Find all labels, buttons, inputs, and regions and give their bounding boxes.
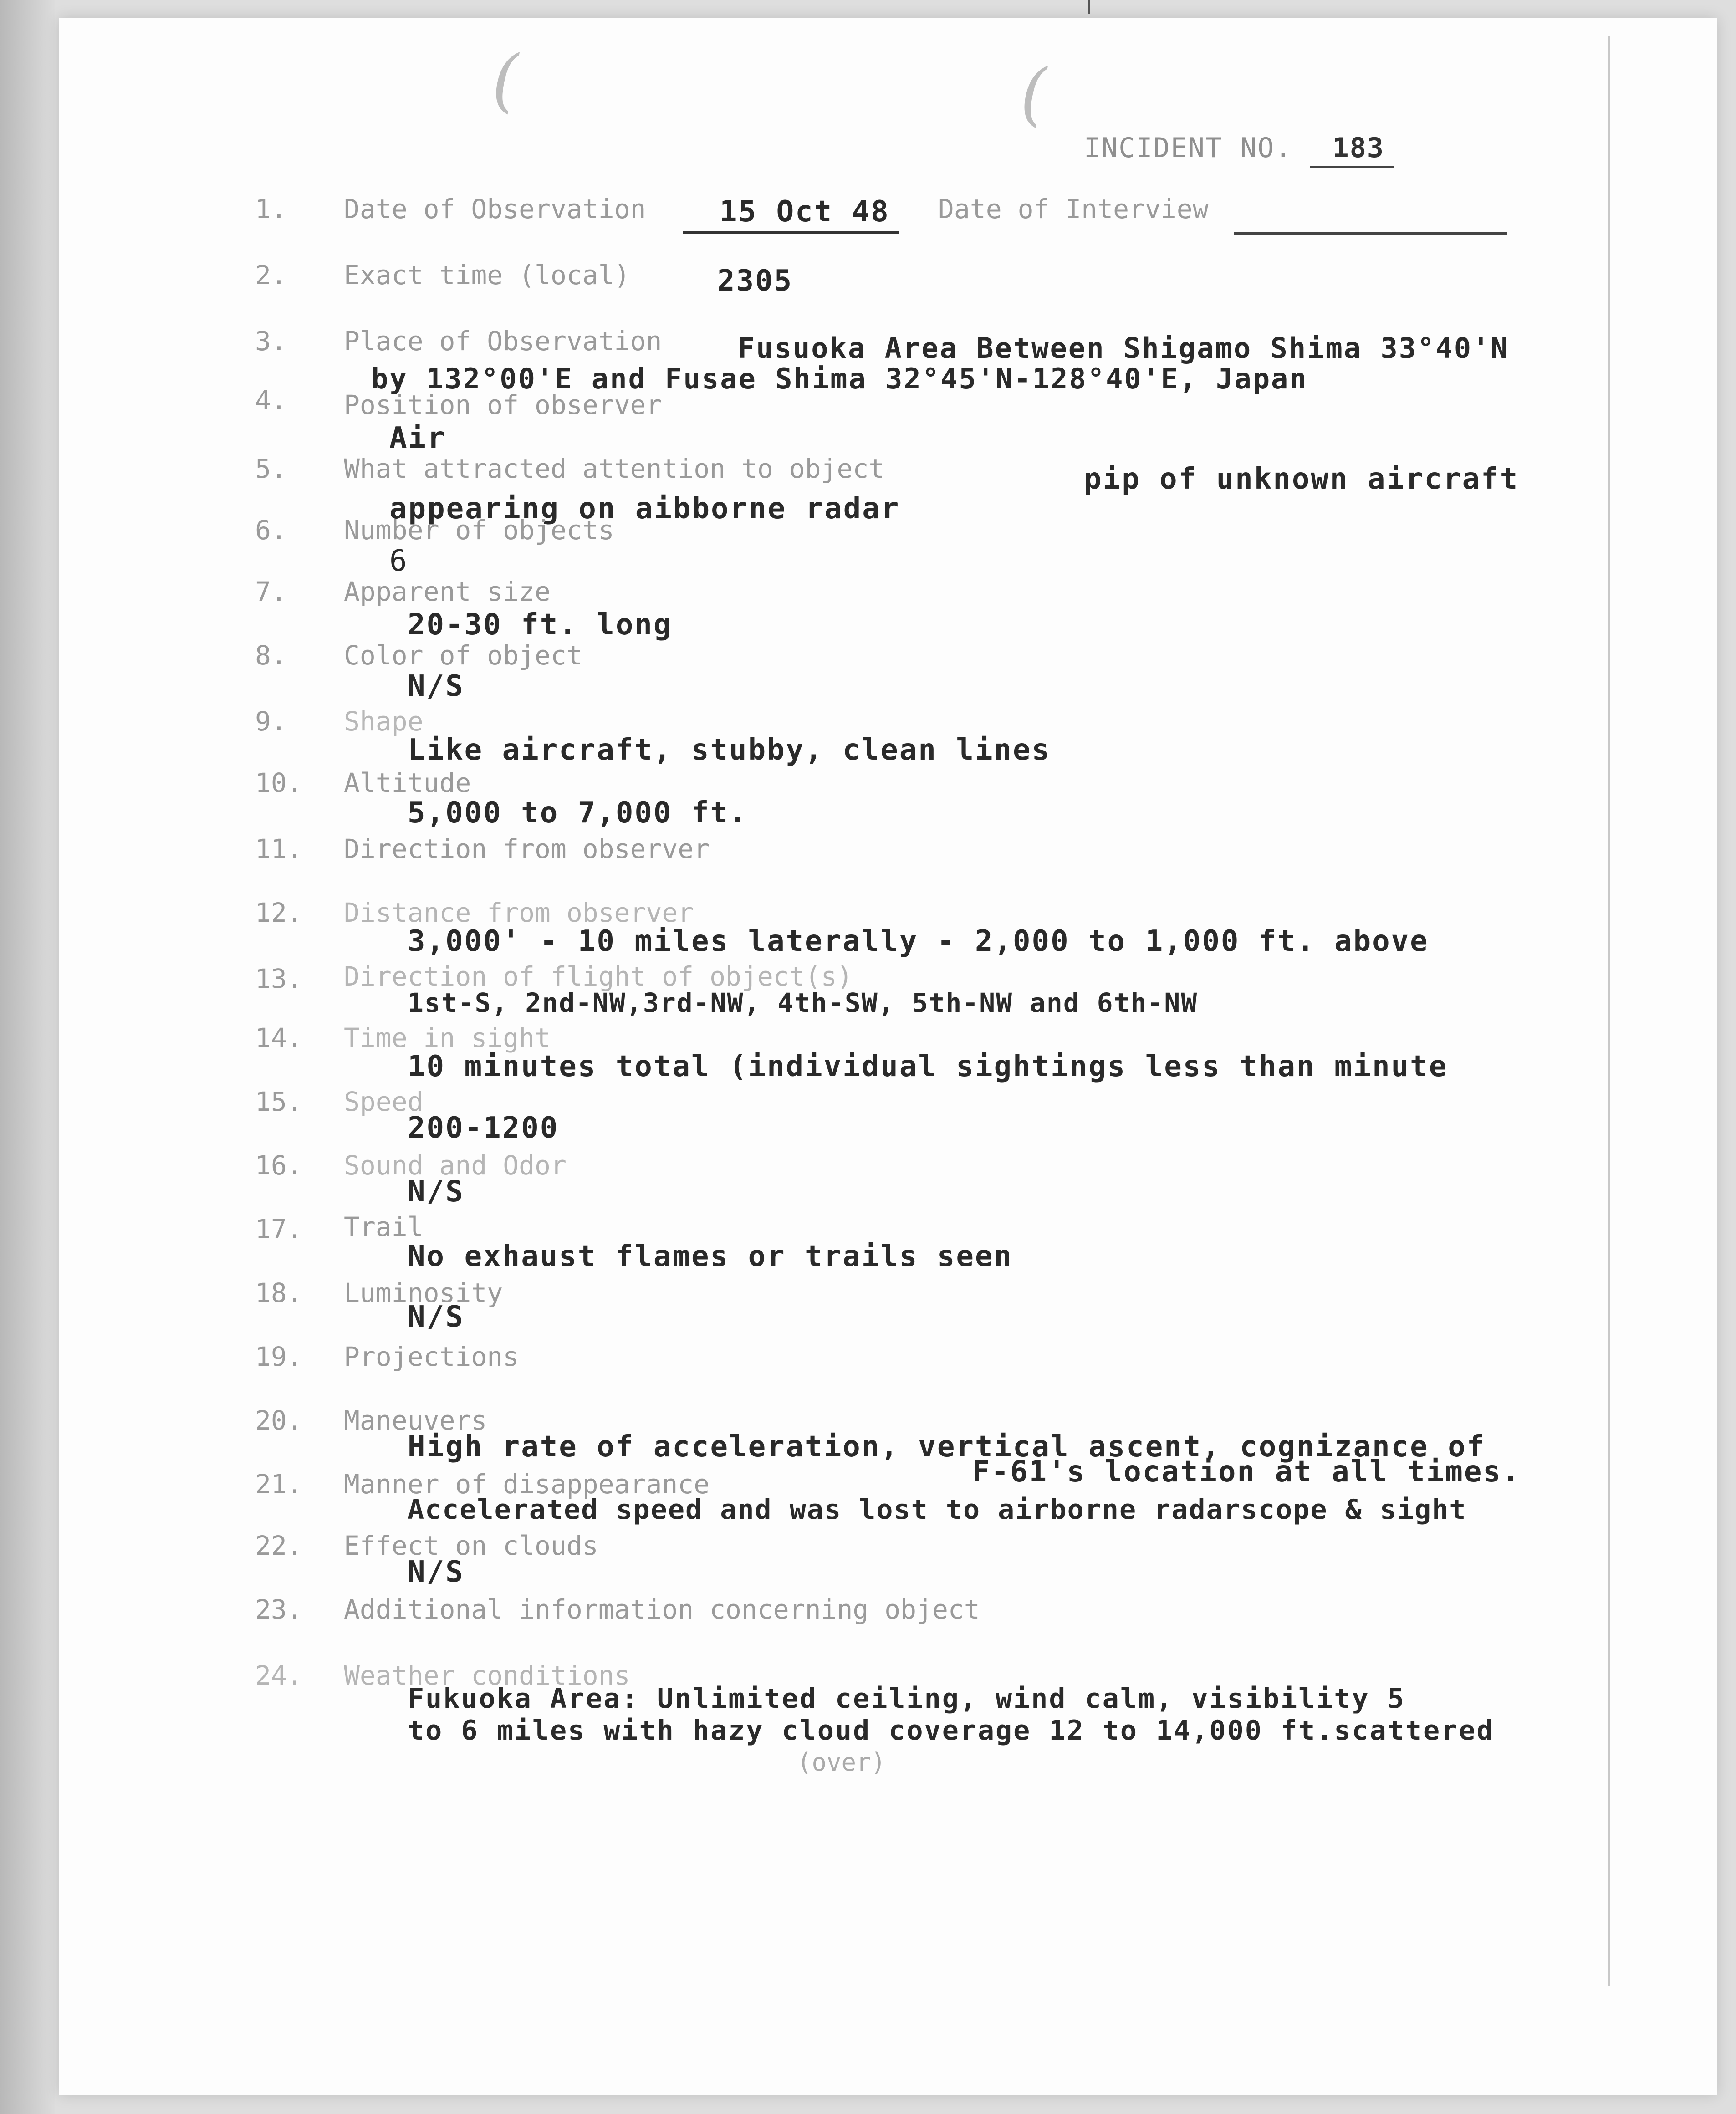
item-number: 14. — [255, 1022, 303, 1053]
item-label: Trail — [344, 1211, 424, 1242]
item-number: 11. — [255, 833, 303, 864]
item-label: Speed — [344, 1086, 424, 1117]
item-label: Exact time (local) — [344, 260, 630, 291]
item-number: 6. — [255, 515, 287, 546]
item-value: 2305 — [717, 264, 793, 298]
item-value: Accelerated speed and was lost to airborne radarscope & sight — [408, 1494, 1467, 1526]
item-number: 22. — [255, 1530, 303, 1561]
item-label: Manner of disappearance — [344, 1469, 710, 1500]
item-number: 10. — [255, 767, 303, 798]
item-value: 15 Oct 48 — [683, 195, 899, 234]
item-value: High rate of acceleration, vertical ascent, cognizance of — [408, 1430, 1486, 1464]
item-value: 20-30 ft. long — [408, 608, 673, 642]
item-label: Date of Observation — [344, 194, 646, 225]
item-number: 8. — [255, 640, 287, 671]
item-label: Weather conditions — [344, 1660, 630, 1691]
item-value: N/S — [408, 1555, 465, 1589]
over-note: (over) — [797, 1748, 886, 1777]
item-label: Maneuvers — [344, 1405, 487, 1436]
item-number: 18. — [255, 1277, 303, 1308]
item-label: Projections — [344, 1341, 519, 1372]
item-value: 3,000' - 10 miles laterally - 2,000 to 1,000 ft. above — [408, 924, 1429, 958]
item-label: Direction from observer — [344, 833, 710, 864]
item-number: 13. — [255, 963, 303, 994]
item-label: Effect on clouds — [344, 1530, 598, 1561]
item-number: 19. — [255, 1341, 303, 1372]
item-label: Sound and Odor — [344, 1150, 567, 1181]
page-edge-rule — [1608, 36, 1610, 1986]
item-number: 24. — [255, 1660, 303, 1691]
item-label: Additional information concerning object — [344, 1594, 980, 1625]
item-number: 20. — [255, 1405, 303, 1436]
item-label: Number of objects — [344, 515, 614, 546]
item-number: 4. — [255, 385, 287, 416]
item-label: Direction of flight of object(s) — [344, 961, 853, 992]
item-number: 7. — [255, 576, 287, 607]
item-value-2: by 132°00'E and Fusae Shima 32°45'N-128°40'E, Japan — [371, 362, 1308, 395]
item-number: 16. — [255, 1150, 303, 1181]
staple-mark — [1088, 0, 1090, 14]
item-number: 23. — [255, 1594, 303, 1625]
incident-label: INCIDENT NO. — [1084, 132, 1292, 164]
pencil-mark-right: ( — [1020, 55, 1047, 134]
item-label: What attracted attention to object — [344, 453, 885, 484]
item-label: Distance from observer — [344, 897, 694, 928]
item-number: 1. — [255, 194, 287, 225]
item-value: 6 — [389, 544, 408, 578]
item-value: 200-1200 — [408, 1111, 559, 1145]
item-value: Like aircraft, stubby, clean lines — [408, 733, 1051, 767]
item-number: 21. — [255, 1469, 303, 1500]
item-value: 10 minutes total (individual sightings less than minute — [408, 1050, 1448, 1083]
incident-header — [1084, 132, 1394, 164]
item-value-2: F-61's location at all times. — [972, 1455, 1521, 1489]
item-value: Fukuoka Area: Unlimited ceiling, wind calm, visibility 5 — [408, 1683, 1405, 1715]
interview-date-line — [1234, 232, 1507, 235]
item-value-2: to 6 miles with hazy cloud coverage 12 to 14,000 ft.scattered — [408, 1715, 1495, 1746]
item-label: Place of Observation — [344, 326, 662, 357]
item-number: 12. — [255, 897, 303, 928]
item-label: Time in sight — [344, 1022, 551, 1053]
item-number: 9. — [255, 706, 287, 737]
incident-number: 183 — [1310, 132, 1394, 168]
item-value: N/S — [408, 669, 465, 703]
item-value: 1st-S, 2nd-NW,3rd-NW, 4th-SW, 5th-NW and 6th-NW — [408, 987, 1198, 1018]
item-value: N/S — [408, 1300, 465, 1334]
item-label: Apparent size — [344, 576, 551, 607]
item-number: 3. — [255, 326, 287, 357]
item-label: Luminosity — [344, 1277, 503, 1308]
item-value: pip of unknown aircraft — [1084, 462, 1519, 496]
item-label: Position of observer — [344, 389, 662, 420]
item-number: 2. — [255, 260, 287, 291]
item-label: Color of object — [344, 640, 582, 671]
item-label: Shape — [344, 706, 424, 737]
item-label: Altitude — [344, 767, 471, 798]
item-number: 17. — [255, 1214, 303, 1245]
item-value: N/S — [408, 1175, 465, 1209]
item-value: Air — [389, 421, 446, 455]
item-number: 15. — [255, 1086, 303, 1117]
item-value: No exhaust flames or trails seen — [408, 1240, 1013, 1273]
item-value-2: appearing on aibborne radar — [389, 492, 900, 526]
item-value: Fusuoka Area Between Shigamo Shima 33°40'N — [738, 332, 1509, 365]
pencil-mark-left: ( — [492, 41, 519, 120]
item-value: 5,000 to 7,000 ft. — [408, 796, 748, 830]
item-number: 5. — [255, 453, 287, 484]
scan-edge — [0, 0, 55, 2114]
item-label-2: Date of Interview — [938, 194, 1209, 225]
